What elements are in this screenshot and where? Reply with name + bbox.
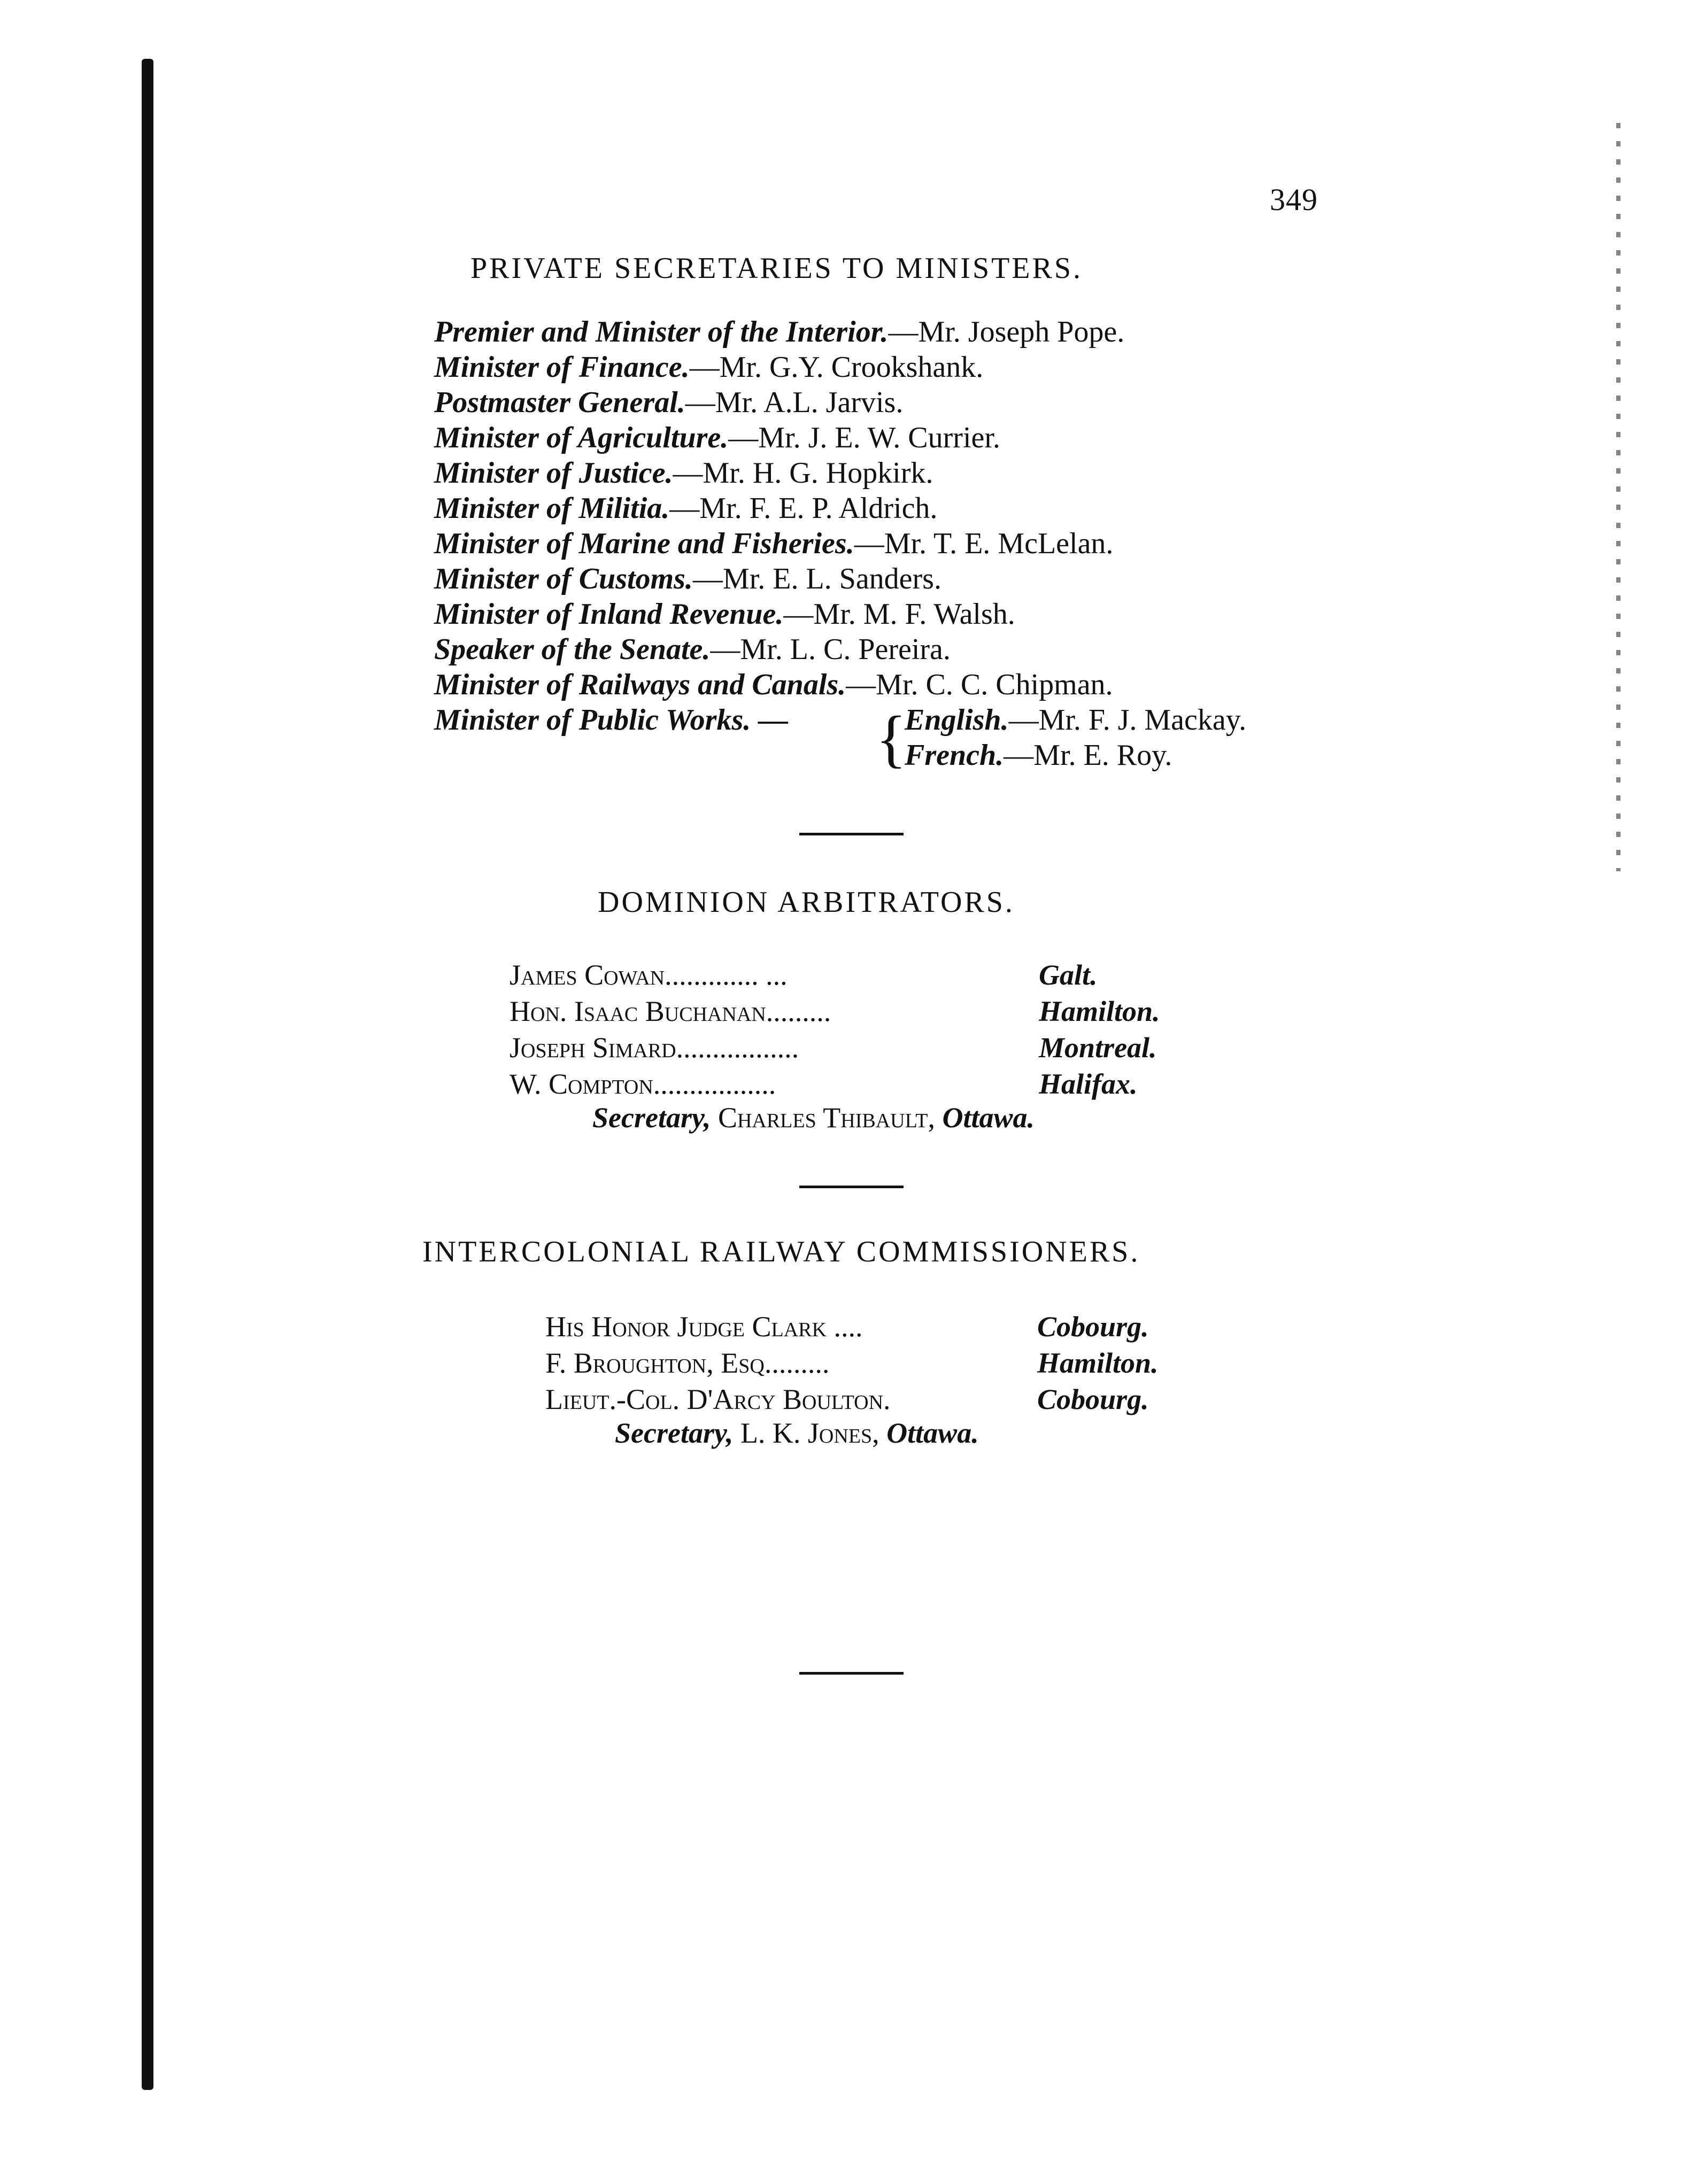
arbitrator-place: Montreal. [1039,1032,1157,1064]
list-item [905,738,1246,773]
person-name: —Mr. A.L. Jarvis. [685,386,904,419]
office-label: Postmaster General. [434,386,685,419]
table-row [510,1066,1205,1102]
list-item [434,385,1124,420]
list-item [434,526,1124,561]
office-label: Minister of Militia. [434,492,670,525]
person-name: —Mr. C. C. Chipman. [846,668,1113,701]
commissioner-name: F. Broughton, Esq......... [545,1347,830,1379]
list-item [434,455,1124,491]
office-label: Premier and Minister of the Interior. [434,315,889,348]
table-row [545,1381,1208,1418]
section-divider [799,1186,904,1188]
person-name: —Mr. E. L. Sanders. [692,562,942,595]
arbitrators-secretary-line [592,1101,1035,1134]
secretary-name: Charles Thibault, [717,1102,936,1134]
arbitrator-place: Hamilton. [1039,995,1160,1027]
office-label: Minister of Public Works. — [434,703,789,737]
list-item [434,314,1124,350]
commissioners-secretary-line [615,1416,979,1450]
public-works-branches [905,702,1246,773]
office-label: Minister of Customs. [434,562,693,595]
private-secretaries-list [434,314,1247,774]
list-item [434,632,1124,667]
secretary-place: Ottawa. [886,1417,979,1449]
secretary-label: Secretary, [592,1102,711,1134]
table-row [510,1029,1205,1066]
person-name: —Mr. Joseph Pope. [888,315,1125,348]
branch-label: English. [905,703,1009,737]
office-label: Speaker of the Senate. [434,633,711,666]
page-number: 349 [1270,182,1318,217]
person-name: —Mr. G.Y. Crookshank. [689,351,984,384]
page-edge-speckle [1616,123,1620,871]
office-label: Minister of Agriculture. [434,421,729,454]
person-name: —Mr. H. G. Hopkirk. [673,456,933,490]
dominion-arbitrators-title: DOMINION ARBITRATORS. [598,886,1015,919]
list-item [434,561,1124,597]
office-label: Minister of Marine and Fisheries. [434,527,854,560]
list-item [434,491,1124,526]
brace-glyph: { [876,703,907,774]
intercolonial-commissioners-table [545,1308,1208,1418]
person-name: —Mr. M. F. Walsh. [783,598,1015,631]
person-name: —Mr. T. E. McLelan. [854,527,1114,560]
list-item [434,597,1124,632]
section-divider [799,833,904,835]
section-divider [799,1672,904,1675]
binding-edge-rule [142,59,153,2090]
office-label: Minister of Finance. [434,351,690,384]
person-name: —Mr. L. C. Pereira. [710,633,951,666]
public-works-entry [434,702,1247,774]
commissioner-name: His Honor Judge Clark .... [545,1311,863,1343]
branch-label: French. [905,739,1004,772]
table-row [510,993,1205,1029]
person-name: —Mr. F. E. P. Aldrich. [669,492,938,525]
person-name: —Mr. E. Roy. [1004,739,1172,772]
person-name: —Mr. F. J. Mackay. [1008,703,1247,737]
secretary-name: L. K. Jones, [740,1417,879,1449]
commissioner-place: Cobourg. [1037,1383,1149,1415]
private-secretaries-title: PRIVATE SECRETARIES TO MINISTERS. [470,252,1083,285]
dominion-arbitrators-table [510,957,1205,1102]
table-row [545,1345,1208,1381]
arbitrator-place: Halifax. [1039,1068,1138,1100]
arbitrator-name: Joseph Simard................. [510,1032,799,1064]
office-label: Minister of Justice. [434,456,673,490]
commissioner-place: Cobourg. [1037,1311,1149,1343]
office-label: Minister of Railways and Canals. [434,668,846,701]
arbitrator-place: Galt. [1039,959,1098,991]
arbitrator-name: James Cowan............. ... [510,959,788,991]
arbitrator-name: W. Compton................. [510,1068,776,1100]
list-item [905,702,1246,738]
person-name: —Mr. J. E. W. Currier. [728,421,1000,454]
intercolonial-commissioners-title: INTERCOLONIAL RAILWAY COMMISSIONERS. [422,1235,1140,1268]
list-item [434,667,1124,702]
arbitrator-name: Hon. Isaac Buchanan......... [510,995,831,1027]
list-item [434,350,1124,385]
office-label: Minister of Inland Revenue. [434,598,784,631]
table-row [510,957,1205,993]
secretary-place: Ottawa. [942,1102,1035,1134]
commissioner-place: Hamilton. [1037,1347,1159,1379]
table-row [545,1308,1208,1345]
list-item [434,420,1124,455]
secretary-label: Secretary, [615,1417,734,1449]
commissioner-name: Lieut.-Col. D'Arcy Boulton. [545,1383,891,1415]
